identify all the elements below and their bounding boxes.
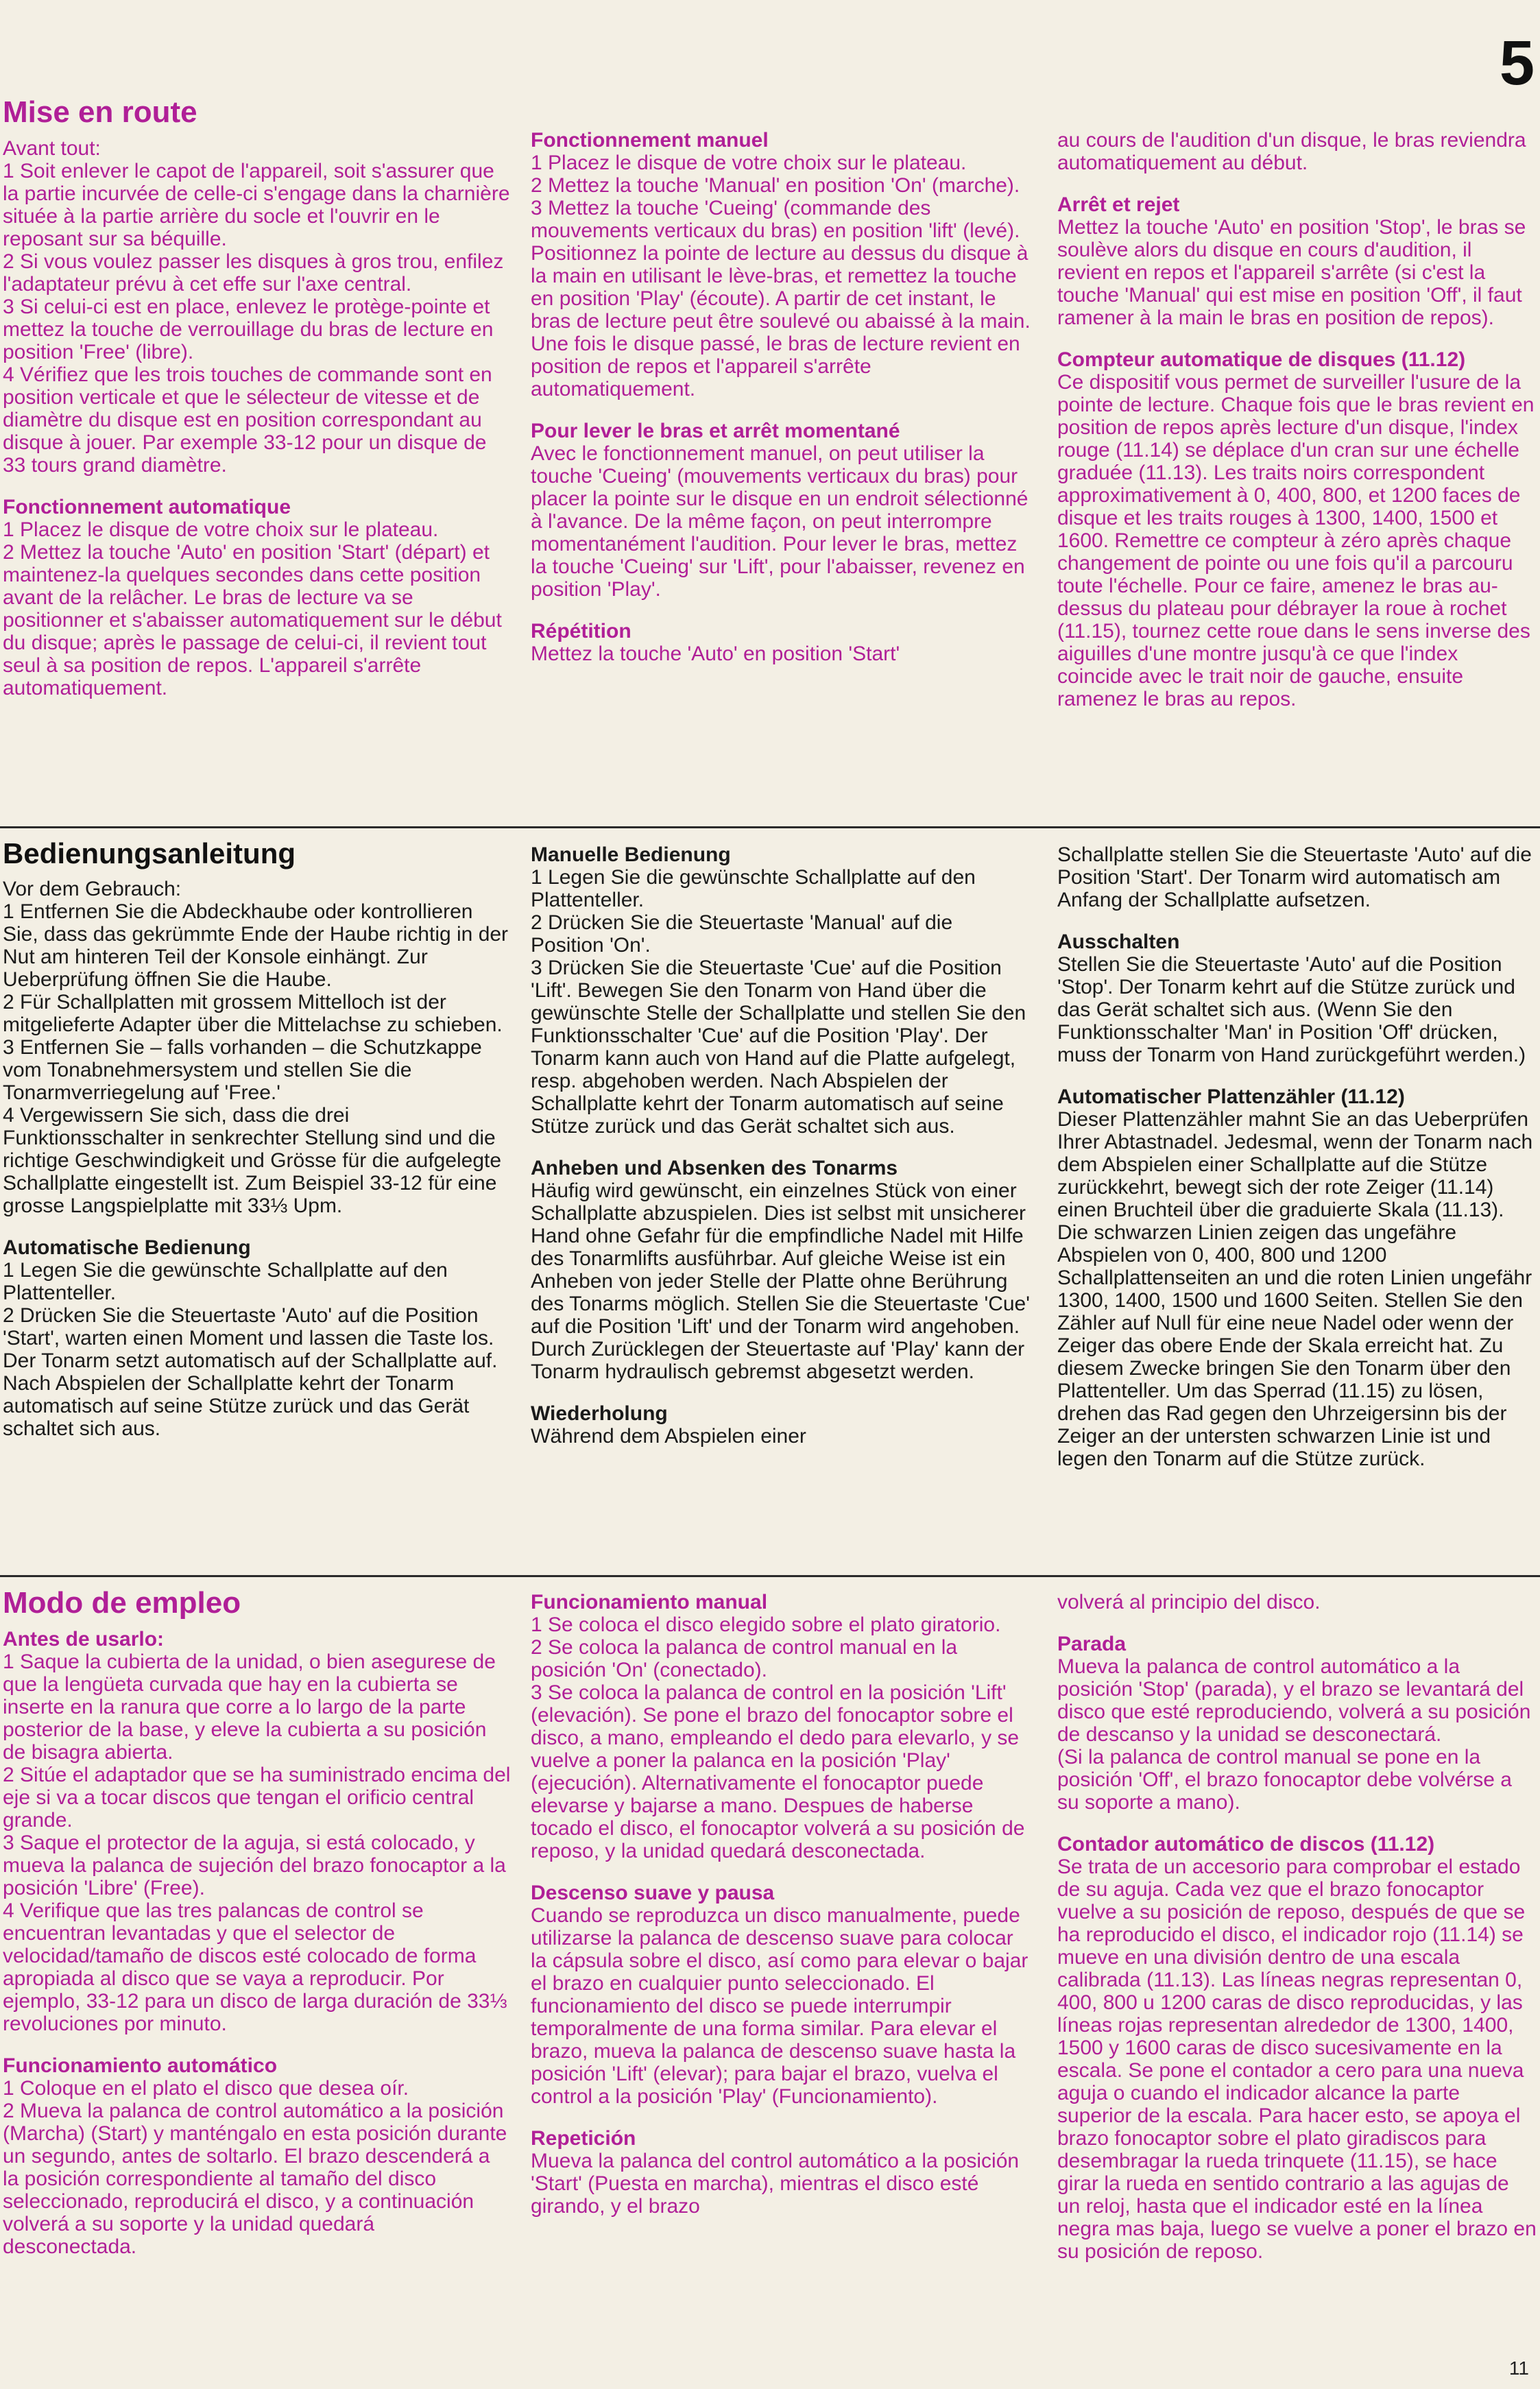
section-body: Stellen Sie die Steuertaste 'Auto' auf die Position 'Stop'. Der Tonarm kehrt auf die Stütze zurück und das Gerät schaltet sich aus. (Wenn Sie den Funktionsschalter 'Man' in Position 'Off' drücken, muss der Tonarm von Hand zurückgeführt werden.) <box>1057 953 1526 1066</box>
text-section <box>1057 193 1537 329</box>
section-body: Dieser Plattenzähler mahnt Sie an das Ueberprüfen Ihrer Abtastnadel. Jedesmal, wenn der Tonarm nach dem Abspielen einer Schallplatte auf die Stütze zurückkehrt, bewegt sich der rote Zeiger (11.14) einen Bruchteil über die graduierte Skala (11.13). Die schwarzen Linien zeigen das ungefähre Abspielen von 0, 400, 800 und 1200 Schallplattenseiten an und die roten Linien ungefähr 1300, 1400, 1500 und 1600 Seiten. Stellen Sie den Zähler auf Null für eine neue Nadel oder wenn der Zeiger das obere Ende der Skala erreicht hat. Zu diesem Zwecke bringen Sie den Tonarm über den Plattenteller. Um das Sperrad (11.15) zu lösen, drehen das Rad gegen den Uhrzeigersinn bis der Zeiger an der untersten schwarzen Linie ist und legen den Tonarm auf die Stütze zurück. <box>1057 1108 1533 1470</box>
section-heading: Manuelle Bedienung <box>531 843 731 866</box>
page-number: 5 <box>1499 28 1535 98</box>
section-body: 1 Se coloca el disco elegido sobre el plato giratorio. 2 Se coloca la palanca de control manual en la posición 'On' (conectado). 3 Se coloca la palanca de control en la posición 'Lift' (elevación). Se pone el brazo del fonocaptor sobre el disco, a mano, empleando el dedo para elevarlo, y se vuelve a poner la palanca en la posición 'Play' (ejecución). Alternativamente el fonocaptor puede elevarse y bajarse a mano. Despues de haberse tocado el disco, el fonocaptor volverá a su posición de reposo, y la unidad quedará desconectada. <box>531 1613 1025 1862</box>
french-column-3 <box>1057 129 1537 730</box>
text-section <box>531 2127 1031 2218</box>
text-section <box>1057 1085 1537 1470</box>
section-body: 1 Legen Sie die gewünschte Schallplatte auf den Plattenteller. 2 Drücken Sie die Steuertaste 'Auto' auf die Position 'Start', warten einen Moment und lassen die Taste los. Der Tonarm setzt automatisch auf der Schallplatte auf. Nach Abspielen der Schallplatte kehrt der Tonarm automatisch auf seine Stütze zurück und das Gerät schaltet sich aus. <box>3 1259 498 1440</box>
section-heading: Anheben und Absenken des Tonarms <box>531 1157 898 1179</box>
section-body: 1 Legen Sie die gewünschte Schallplatte auf den Plattenteller. 2 Drücken Sie die Steuertaste 'Manual' auf die Position 'On'. 3 Drücken Sie die Steuertaste 'Cue' auf die Position 'Lift'. Bewegen Sie den Tonarm von Hand über die gewünschte Stelle der Schallplatte und stellen Sie den Funktionsschalter 'Cue' auf die Position 'Play'. Der Tonarm kann auch von Hand auf die Platte aufgelegt, resp. abgehoben werden. Nach Abspielen der Schallplatte kehrt der Tonarm automatisch auf seine Stütze zurück und das Gerät schaltet sich aus. <box>531 866 1026 1138</box>
section-heading: Repetición <box>531 2127 636 2150</box>
text-section <box>531 1591 1031 1862</box>
section-body: Während dem Abspielen einer <box>531 1425 806 1448</box>
text-section <box>531 1882 1031 2108</box>
section-body: Avec le fonctionnement manuel, on peut utiliser la touche 'Cueing' (mouvements verticaux du bras) pour placer la pointe sur le disque en un endroit sélectionné à l'avance. De la même façon, on peut interrompre momentanément l'audition. Pour lever le bras, mettez la touche 'Cueing' sur 'Lift', pour l'abaisser, revenez en position 'Play'. <box>531 442 1028 601</box>
section-body: Se trata de un accesorio para comprobar el estado de su aguja. Cada vez que el brazo fonocaptor vuelve a su posición de reposo, después de que se ha reproducido el disco, el indicador rojo (11.14) se mueve en una división dentro de una escala calibrada (11.13). Las líneas negras representan 0, 400, 800 u 1200 caras de disco reproducidas, y las líneas rojas representan alrededor de 1300, 1400, 1500 y 1600 caras de disco sucesivamente en la escala. Se pone el contador a cero para una nueva aguja o cuando el indicador alcance la parte superior de la escala. Para hacer esto, se apoya el brazo fonocaptor sobre el plato giradiscos para desembragar la rueda trinquete (11.15), se hace girar la rueda en sentido contrario a las agujas de un reloj, hasta que el indicador esté en la línea negra mas baja, luego se vuelve a poner el brazo en su posición de reposo. <box>1057 1856 1537 2263</box>
german-section <box>0 837 1540 1572</box>
section-heading: Compteur automatique de disques (11.12) <box>1057 348 1466 371</box>
french-column-2 <box>531 129 1031 684</box>
divider-top <box>0 826 1540 828</box>
divider-bottom <box>0 1575 1540 1577</box>
section-body: Cuando se reproduzca un disco manualmente, puede utilizarse la palanca de descenso suave para colocar la cápsula sobre el disco, así como para elevar o bajar el brazo en cualquier punto seleccionado. El funcionamiento del disco se puede interrumpir temporalmente de una forma similar. Para elevar el brazo, mueva la palanca de descenso suave hasta la posición 'Lift' (elevar); para bajar el brazo, vuelva el control a la posición 'Play' (Funcionamiento). <box>531 1904 1028 2108</box>
text-section <box>531 420 1031 601</box>
french-column-1 <box>3 95 512 719</box>
section-body: 1 Coloque en el plato el disco que desea oír. 2 Mueva la palanca de control automático a la posición (Marcha) (Start) y manténgalo en esta posición durante un segundo, antes de soltarlo. El brazo descenderá a la posición correspondiente al tamaño del disco seleccionado, reproducirá el disco, y a continuación volverá a su soporte y la unidad quedará desconectada. <box>3 2077 507 2258</box>
text-section <box>531 843 1031 1138</box>
text-section <box>1057 843 1537 911</box>
text-section <box>531 129 1031 400</box>
spanish-col2-sections <box>531 1591 1031 2218</box>
spanish-column-3 <box>1057 1591 1537 2282</box>
section-body: volverá al principio del disco. <box>1057 1591 1321 1613</box>
spanish-title: Modo de empleo <box>3 1586 241 1620</box>
german-title: Bedienungsanleitung <box>3 837 296 869</box>
german-col3-sections <box>1057 843 1537 1470</box>
text-section <box>3 1628 512 2035</box>
section-heading: Descenso suave y pausa <box>531 1882 775 1904</box>
text-section <box>3 2054 512 2258</box>
french-col2-sections <box>531 129 1031 665</box>
section-heading: Automatischer Plattenzähler (11.12) <box>1057 1085 1405 1108</box>
section-body: Häufig wird gewünscht, ein einzelnes Stück von einer Schallplatte abzuspielen. Dies ist selbst mit unsicherer Hand ohne Gefahr für die empfindliche Nadel mit Hilfe des Tonarmlifts ausführbar. Auf gleiche Weise ist ein Anheben von jeder Stelle der Platte ohne Berührung des Tonarms möglich. Stellen Sie die Steuertaste 'Cue' auf die Position 'Lift' und der Tonarm wird angehoben. Durch Zurücklegen der Steuertaste auf 'Play' kann der Tonarm hydraulisch gebremst abgesetzt werden. <box>531 1179 1030 1383</box>
spanish-col3-sections <box>1057 1591 1537 2263</box>
french-title: Mise en route <box>3 95 197 129</box>
section-heading: Ausschalten <box>1057 931 1180 953</box>
section-heading: Arrêt et rejet <box>1057 193 1180 216</box>
section-heading: Pour lever le bras et arrêt momentané <box>531 420 900 442</box>
section-body: 1 Saque la cubierta de la unidad, o bien asegurese de que la lengüeta curvada que hay en la cubierta se inserte en la ranura que corre a lo largo de la parte posterior de la base, y eleve la cubierta a su posición de bisagra abierta. 2 Sitúe el adaptador que se ha suministrado encima del eje si va a tocar discos que tengan el orificio central grande. 3 Saque el protector de la aguja, si está colocado, y mueva la palanca de sujeción del brazo fonocaptor a la posición 'Libre' (Free). 4 Verifique que las tres palancas de control se encuentran levantadas y que el selector de velocidad/tamaño de discos esté colocado de forma apropiada al disco que se vaya a reproducir. Por ejemplo, 33-12 para un disco de larga duración de 33⅓ revoluciones por minuto. <box>3 1650 511 2035</box>
section-body: 1 Placez le disque de votre choix sur le plateau. 2 Mettez la touche 'Auto' en position 'Start' (départ) et maintenez-la quelques secondes dans cette position avant de la relâcher. Le bras de lecture va se positionner et s'abaisser automatiquement sur le début du disque; après le passage de celui-ci, il revient tout seul à sa position de repos. L'appareil s'arrête automatiquement. <box>3 518 502 699</box>
text-section <box>1057 129 1537 174</box>
footer-page-number: 11 <box>1508 2357 1529 2379</box>
section-heading: Répétition <box>531 620 631 643</box>
text-section <box>531 1402 1031 1448</box>
section-heading: Automatische Bedienung <box>3 1236 251 1259</box>
section-heading: Fonctionnement automatique <box>3 496 291 518</box>
spanish-section <box>0 1585 1540 2374</box>
section-body: 1 Placez le disque de votre choix sur le plateau. 2 Mettez la touche 'Manual' en position 'On' (marche). 3 Mettez la touche 'Cueing' (commande des mouvements verticaux du bras) en position 'lift' (levé). Positionnez la pointe de lecture au dessus du disque à la main en utilisant le lève-bras, et remettez la touche en position 'Play' (écoute). A partir de cet instant, le bras de lecture peut être soulevé ou abaissé à la main. Une fois le disque passé, le bras de lecture revient en position de repos et l'appareil s'arrête automatiquement. <box>531 152 1031 400</box>
section-body: Vor dem Gebrauch: 1 Entfernen Sie die Abdeckhaube oder kontrollieren Sie, dass das gekrümmte Ende der Haube richtig in der Nut am hinteren Teil der Konsole einhängt. Zur Ueberprüfung öffnen Sie die Haube. 2 Für Schallplatten mit grossem Mittelloch ist der mitgelieferte Adapter über die Mittelachse zu schieben. 3 Entfernen Sie – falls vorhanden – die Schutzkappe vom Tonabnehmersystem und stellen Sie die Tonarmverriegelung auf 'Free.' 4 Vergewissern Sie sich, dass die drei Funktionsschalter in senkrechter Stellung sind und die richtige Geschwindigkeit und Grösse für die aufgelegte Schallplatte eingestellt ist. Zum Beispiel 33-12 für eine grosse Langspielplatte mit 33⅓ Upm. <box>3 878 509 1217</box>
spanish-column-1 <box>3 1585 512 2277</box>
text-section <box>531 1157 1031 1383</box>
german-column-2 <box>531 843 1031 1467</box>
german-column-1 <box>3 837 512 1459</box>
section-heading: Contador automático de discos (11.12) <box>1057 1833 1435 1856</box>
section-heading: Funcionamiento manual <box>531 1591 768 1613</box>
german-column-3 <box>1057 843 1537 1489</box>
text-section <box>531 620 1031 665</box>
text-section <box>1057 1633 1537 1814</box>
spanish-column-2 <box>531 1591 1031 2237</box>
french-col1-sections <box>3 137 512 699</box>
section-heading: Antes de usarlo: <box>3 1628 165 1650</box>
section-body: Mettez la touche 'Auto' en position 'Stop', le bras se soulève alors du disque en cours d'audition, il revient en repos et l'appareil s'arrête (si c'est la touche 'Manual' qui est mise en position 'Off', il faut ramener à la main le bras en position de repos). <box>1057 216 1526 329</box>
section-body: Mettez la touche 'Auto' en position 'Start' <box>531 643 900 665</box>
section-heading: Fonctionnement manuel <box>531 129 769 152</box>
text-section <box>1057 1833 1537 2263</box>
section-heading: Parada <box>1057 1633 1127 1655</box>
section-body: Mueva la palanca del control automático a la posición 'Start' (Puesta en marcha), mientras el disco esté girando, y el brazo <box>531 2150 1020 2218</box>
german-col1-sections <box>3 878 512 1440</box>
text-section <box>3 496 512 699</box>
text-section <box>1057 348 1537 710</box>
section-heading: Wiederholung <box>531 1402 668 1425</box>
spanish-col1-sections <box>3 1628 512 2258</box>
text-section <box>3 137 512 477</box>
section-body: Avant tout: 1 Soit enlever le capot de l'appareil, soit s'assurer que la partie incurvée de celle-ci s'engage dans la charnière située à la partie arrière du socle et l'ouvrir en le reposant sur sa béquille. 2 Si vous voulez passer les disques à gros trou, enfilez l'adaptateur prévu à cet effe sur l'axe central. 3 Si celui-ci est en place, enlevez le protège-pointe et mettez la touche de verrouillage du bras de lecture en position 'Free' (libre). 4 Vérifiez que les trois touches de commande sont en position verticale et que le sélecteur de vitesse et de diamètre du disque est en position correspondant au disque à jouer. Par exemple 33-12 pour un disque de 33 tours grand diamètre. <box>3 137 510 477</box>
section-body: au cours de l'audition d'un disque, le bras reviendra automatiquement au début. <box>1057 129 1526 174</box>
german-col2-sections <box>531 843 1031 1448</box>
text-section <box>3 878 512 1217</box>
text-section <box>3 1236 512 1440</box>
section-body: Schallplatte stellen Sie die Steuertaste 'Auto' auf die Position 'Start'. Der Tonarm wird automatisch am Anfang der Schallplatte aufsetzen. <box>1057 843 1532 911</box>
text-section <box>1057 931 1537 1066</box>
section-body: Ce dispositif vous permet de surveiller l'usure de la pointe de lecture. Chaque fois que le bras revient en position de repos après lecture d'un disque, l'index rouge (11.14) se déplace d'un cran sur une échelle graduée (11.13). Les traits noirs correspondent approximativement à 0, 400, 800, et 1200 faces de disque et les traits rouges à 1300, 1400, 1500 et 1600. Remettre ce compteur à zéro après chaque changement de pointe ou une fois qu'il a parcouru toute l'échelle. Pour ce faire, amenez le bras au-dessus du plateau pour débrayer la roue à rochet (11.15), tournez cette roue dans le sens inverse des aiguilles d'une montre jusqu'à ce que l'index coincide avec le trait noir de gauche, ensuite ramenez le bras au repos. <box>1057 371 1535 710</box>
french-section <box>0 95 1540 823</box>
text-section <box>1057 1591 1537 1613</box>
french-col3-sections <box>1057 129 1537 710</box>
section-body: Mueva la palanca de control automático a la posición 'Stop' (parada), y el brazo se levantará del disco que esté reproduciendo, volverá a su posición de descanso y la unidad se desconectará. (Si la palanca de control manual se pone en la posición 'Off', el brazo fonocaptor debe volvérse a su soporte a mano). <box>1057 1655 1531 1814</box>
section-heading: Funcionamiento automático <box>3 2054 278 2077</box>
